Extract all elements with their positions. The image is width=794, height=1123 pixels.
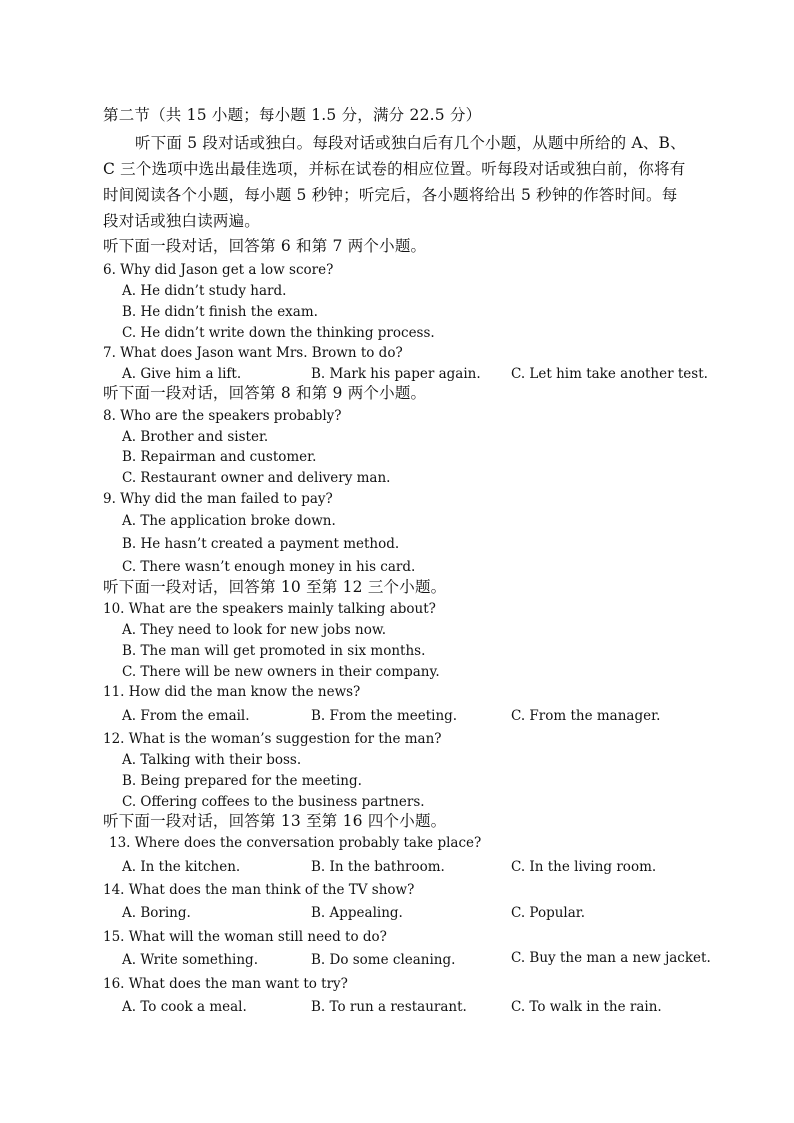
question-11-option-c: C. From the manager.: [511, 708, 661, 724]
question-9-option-b: B. He hasn’t created a payment method.: [122, 536, 400, 552]
question-12-option-b: B. Being prepared for the meeting.: [122, 773, 362, 789]
question-11-option-a: A. From the email.: [122, 708, 250, 724]
question-7-stem: 7. What does Jason want Mrs. Brown to do?: [103, 345, 403, 361]
question-14-option-c: C. Popular.: [511, 905, 586, 921]
question-9-stem: 9. Why did the man failed to pay?: [103, 491, 333, 507]
question-16-option-a: A. To cook a meal.: [122, 999, 247, 1015]
question-11-stem: 11. How did the man know the news?: [103, 684, 361, 700]
group-heading-4: 听下面一段对话，回答第 13 至第 16 四个小题。: [103, 812, 447, 830]
question-15-option-b: B. Do some cleaning.: [311, 952, 456, 968]
question-7-option-c: C. Let him take another test.: [511, 366, 708, 382]
question-11-option-b: B. From the meeting.: [311, 708, 458, 724]
question-8-option-a: A. Brother and sister.: [122, 429, 269, 445]
question-14-stem: 14. What does the man think of the TV show?: [103, 882, 415, 898]
question-13-option-b: B. In the bathroom.: [311, 859, 445, 875]
question-13-option-a: A. In the kitchen.: [122, 859, 241, 875]
question-10-option-a: A. They need to look for new jobs now.: [122, 622, 387, 638]
question-12-option-c: C. Offering coffees to the business partners.: [122, 794, 425, 810]
question-12-option-a: A. Talking with their boss.: [122, 752, 302, 768]
question-8-option-b: B. Repairman and customer.: [122, 449, 317, 465]
group-heading-3: 听下面一段对话，回答第 10 至第 12 三个小题。: [103, 578, 447, 596]
instruction-line-3: 时间阅读各个小题，每小题 5 秒钟；听完后，各小题将给出 5 秒钟的作答时间。每: [103, 186, 678, 204]
question-9-option-c: C. There wasn’t enough money in his card.: [122, 559, 416, 575]
question-14-option-a: A. Boring.: [122, 905, 191, 921]
question-8-stem: 8. Who are the speakers probably?: [103, 408, 342, 424]
question-8-option-c: C. Restaurant owner and delivery man.: [122, 470, 391, 486]
question-7-option-a: A. Give him a lift.: [122, 366, 242, 382]
instruction-line-2: C 三个选项中选出最佳选项，并标在试卷的相应位置。听每段对话或独白前，你将有: [103, 160, 686, 178]
group-heading-2: 听下面一段对话，回答第 8 和第 9 两个小题。: [103, 384, 427, 402]
instruction-line-4: 段对话或独白读两遍。: [103, 212, 261, 230]
question-10-stem: 10. What are the speakers mainly talking about?: [103, 601, 436, 617]
question-14-option-b: B. Appealing.: [311, 905, 403, 921]
question-6-option-b: B. He didn’t finish the exam.: [122, 304, 318, 320]
question-16-stem: 16. What does the man want to try?: [103, 976, 348, 992]
question-13-option-c: C. In the living room.: [511, 859, 657, 875]
question-9-option-a: A. The application broke down.: [122, 513, 336, 529]
question-12-stem: 12. What is the woman’s suggestion for the man?: [103, 731, 442, 747]
group-heading-1: 听下面一段对话，回答第 6 和第 7 两个小题。: [103, 237, 427, 255]
section-header: 第二节（共 15 小题；每小题 1.5 分，满分 22.5 分）: [103, 106, 482, 124]
question-15-stem: 15. What will the woman still need to do?: [103, 929, 387, 945]
question-16-option-c: C. To walk in the rain.: [511, 999, 662, 1015]
question-6-option-c: C. He didn’t write down the thinking process.: [122, 325, 435, 341]
question-10-option-c: C. There will be new owners in their company.: [122, 664, 440, 680]
question-16-option-b: B. To run a restaurant.: [311, 999, 467, 1015]
question-6-option-a: A. He didn’t study hard.: [122, 283, 287, 299]
question-13-stem: 13. Where does the conversation probably take place?: [109, 835, 482, 851]
question-15-option-a: A. Write something.: [122, 952, 258, 968]
question-15-option-c: C. Buy the man a new jacket.: [511, 950, 711, 966]
question-7-option-b: B. Mark his paper again.: [311, 366, 481, 382]
instruction-line-1: 听下面 5 段对话或独白。每段对话或独白后有几个小题，从题中所给的 A、B、: [135, 134, 686, 152]
question-10-option-b: B. The man will get promoted in six months.: [122, 643, 426, 659]
question-6-stem: 6. Why did Jason get a low score?: [103, 262, 334, 278]
